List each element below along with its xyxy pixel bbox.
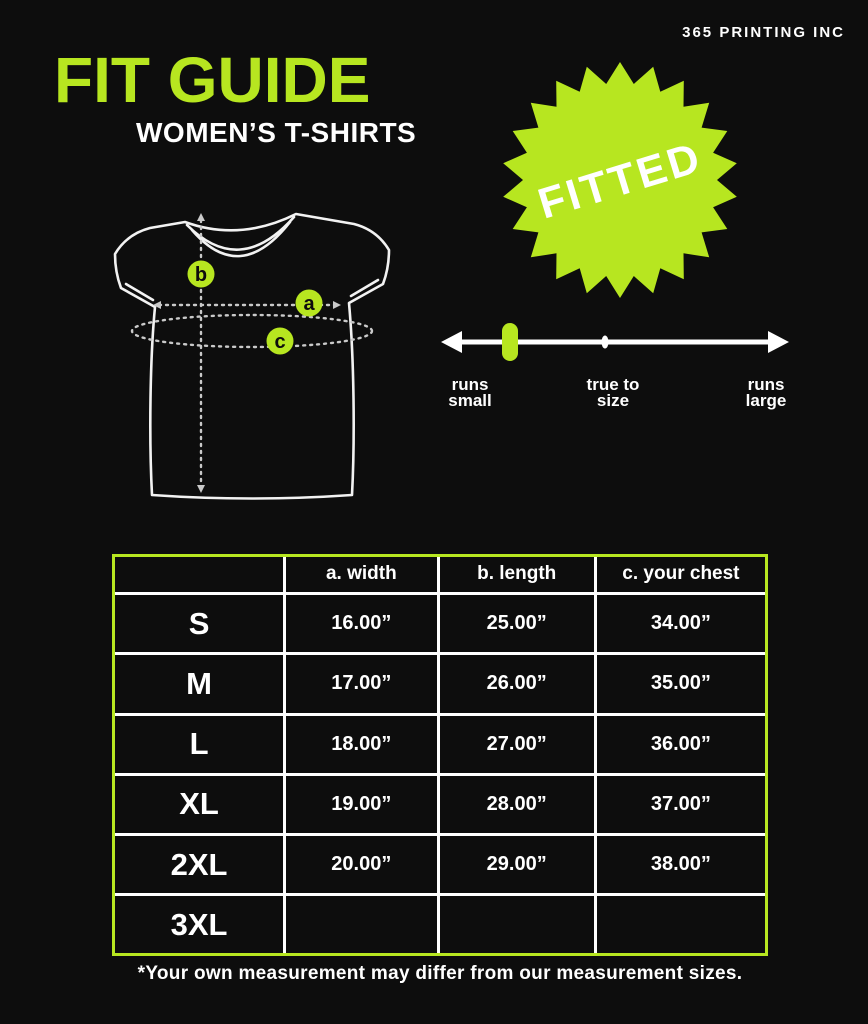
- marker-c-label: c: [274, 331, 286, 353]
- runs-large-line1: runs: [747, 375, 785, 394]
- size-table-container: [112, 554, 768, 956]
- fit-position-marker: [502, 323, 518, 361]
- runs-small-line2: small: [448, 391, 492, 410]
- page-subtitle: WOMEN’S T-SHIRTS: [136, 117, 417, 148]
- tshirt-diagram: [113, 198, 393, 508]
- width-value: [285, 895, 438, 953]
- marker-a-label: a: [303, 293, 315, 315]
- width-value: 17.00”: [285, 654, 438, 714]
- chest-value: [595, 895, 765, 953]
- size-label: 3XL: [115, 895, 285, 953]
- length-column-header: b. length: [438, 557, 595, 593]
- runs-large-label: [721, 377, 811, 409]
- true-to-size-label: [568, 377, 658, 409]
- table-row: [115, 835, 765, 895]
- page-title: FIT GUIDE: [54, 44, 371, 116]
- chest-column-header: c. your chest: [595, 557, 765, 593]
- true-to-size-line1: true to: [586, 375, 640, 394]
- table-row: [115, 593, 765, 653]
- size-label: S: [115, 593, 285, 653]
- size-table: [115, 557, 765, 953]
- size-label: M: [115, 654, 285, 714]
- size-column-header: [115, 557, 285, 593]
- width-value: 19.00”: [285, 774, 438, 834]
- length-value: 27.00”: [438, 714, 595, 774]
- table-row: [115, 774, 765, 834]
- length-value: 25.00”: [438, 593, 595, 653]
- chest-value: 38.00”: [595, 835, 765, 895]
- length-value: [438, 895, 595, 953]
- runs-small-line1: runs: [451, 375, 489, 394]
- table-row: [115, 654, 765, 714]
- table-row: [115, 714, 765, 774]
- fit-scale: [437, 315, 793, 369]
- chest-value: 36.00”: [595, 714, 765, 774]
- size-label: XL: [115, 774, 285, 834]
- length-value: 26.00”: [438, 654, 595, 714]
- measure-arrow-up: [197, 213, 205, 221]
- chest-measure-ellipse: [132, 315, 372, 347]
- chest-value: 35.00”: [595, 654, 765, 714]
- width-column-header: a. width: [285, 557, 438, 593]
- width-value: 20.00”: [285, 835, 438, 895]
- runs-small-label: [425, 377, 515, 409]
- tshirt-outline: [115, 214, 389, 499]
- width-value: 16.00”: [285, 593, 438, 653]
- brand-name: 365 PRINTING INC: [682, 24, 845, 41]
- chest-value: 34.00”: [595, 593, 765, 653]
- size-label: 2XL: [115, 835, 285, 895]
- measure-arrow-down: [197, 485, 205, 493]
- table-header-row: [115, 557, 765, 593]
- chest-value: 37.00”: [595, 774, 765, 834]
- length-value: 28.00”: [438, 774, 595, 834]
- fitted-badge: [500, 60, 740, 300]
- arrow-right-icon: [768, 331, 789, 353]
- measure-arrow-right: [333, 301, 341, 309]
- table-row: [115, 895, 765, 953]
- length-value: 29.00”: [438, 835, 595, 895]
- width-value: 18.00”: [285, 714, 438, 774]
- size-label: L: [115, 714, 285, 774]
- measurement-disclaimer: *Your own measurement may differ from our measurement sizes.: [137, 963, 743, 984]
- marker-b-label: b: [194, 264, 208, 286]
- true-to-size-dot: [602, 336, 609, 349]
- true-to-size-line2: size: [596, 391, 630, 410]
- arrow-left-icon: [441, 331, 462, 353]
- fitted-badge-label: FITTED: [532, 133, 708, 229]
- runs-large-line2: large: [745, 391, 787, 410]
